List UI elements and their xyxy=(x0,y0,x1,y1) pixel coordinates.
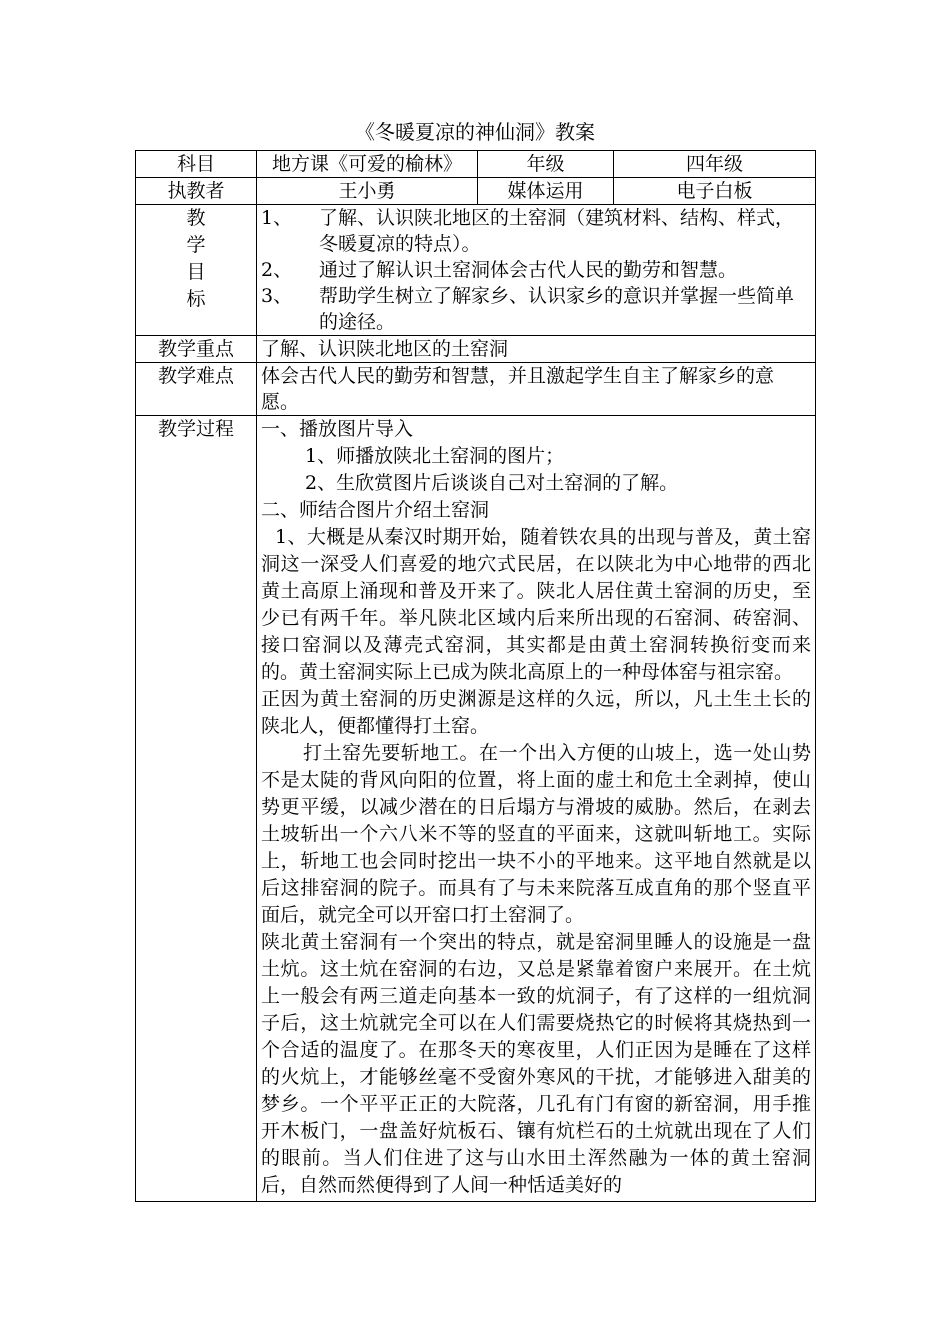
goals-label xyxy=(136,205,257,336)
process-content xyxy=(257,416,816,1202)
process-heading: 一、播放图片导入 xyxy=(261,418,414,440)
teacher-label: 执教者 xyxy=(136,178,257,205)
row-teacher xyxy=(136,178,816,205)
difficulty-label: 教学难点 xyxy=(136,363,257,416)
row-goals xyxy=(136,205,816,336)
difficulty-text: 体会古代人民的勤劳和智慧，并且激起学生自主了解家乡的意愿。 xyxy=(257,363,816,416)
goals-content xyxy=(257,205,816,336)
key-point-label: 教学重点 xyxy=(136,336,257,363)
goal-text: 了解、认识陕北地区的土窑洞（建筑材料、结构、样式，冬暖夏凉的特点）。 xyxy=(319,207,795,255)
process-step: 1、师播放陕北土窑洞的图片； xyxy=(305,445,565,467)
subject-value: 地方课《可爱的榆林》 xyxy=(257,151,478,178)
subject-label: 科目 xyxy=(136,151,257,178)
goal-number: 1、 xyxy=(261,207,293,229)
teacher-value: 王小勇 xyxy=(257,178,478,205)
goal-item xyxy=(261,257,811,283)
row-difficulty xyxy=(136,363,816,416)
process-paragraph: 陕北黄土窑洞有一个突出的特点，就是窑洞里睡人的设施是一盘土炕。这土炕在窑洞的右边，又总是紧靠着窗户来展开。在土炕上一般会有两三道走向基本一致的炕洞子，有了这样的一组炕洞子后，这土炕就完全可以在人们需要烧热它的时候将其烧热到一个合适的温度了。在那冬天的寒夜里，人们正因为是睡在了这样的火炕上，才能够丝毫不受窗外寒风的干扰，才能够进入甜美的梦乡。一个平平正正的大院落，几孔有门有窗的新窑洞，用手推开木板门，一盘盖好炕板石、镶有炕栏石的土炕就出现在了人们的眼前。当人们住进了这与山水田土浑然融为一体的黄土窑洞后，自然而然便得到了人间一种恬适美好的 xyxy=(261,931,811,1196)
goals-label-char: 教 xyxy=(186,207,206,229)
lesson-plan-table xyxy=(135,150,816,1202)
document-title: 《冬暖夏凉的神仙洞》教案 xyxy=(355,120,595,144)
process-paragraph: 1、大概是从秦汉时期开始，随着铁农具的出现与普及，黄土窑洞这一深受人们喜爱的地穴式民居，在以陕北为中心地带的西北黄土高原上涌现和普及开来了。陕北人居住黄土窑洞的历史，至少已有两千年。举凡陕北区域内后来所出现的石窑洞、砖窑洞、接口窑洞以及薄壳式窑洞，其实都是由黄土窑洞转换衍变而来的。黄土窑洞实际上已成为陕北高原上的一种母体窑与祖宗窑。 xyxy=(261,526,811,683)
process-step: 2、生欣赏图片后谈谈自己对土窑洞的了解。 xyxy=(305,472,679,494)
goal-text: 帮助学生树立了解家乡、认识家乡的意识并掌握一些简单的途径。 xyxy=(319,285,795,333)
goals-label-char: 目 xyxy=(186,261,206,283)
goal-number: 2、 xyxy=(261,259,293,281)
goal-text: 通过了解认识土窑洞体会古代人民的勤劳和智慧。 xyxy=(319,259,738,281)
row-key-point xyxy=(136,336,816,363)
goal-number: 3、 xyxy=(261,285,293,307)
goal-item xyxy=(261,283,811,335)
goals-label-char: 标 xyxy=(186,288,206,310)
grade-value: 四年级 xyxy=(614,151,816,178)
process-label: 教学过程 xyxy=(136,416,257,1202)
process-paragraph: 正因为黄土窑洞的历史渊源是这样的久远，所以，凡土生土长的陕北人，便都懂得打土窑。 xyxy=(261,688,811,737)
row-subject xyxy=(136,151,816,178)
process-paragraph: 打土窑先要斩地工。在一个出入方便的山坡上，选一处山势不是太陡的背风向阳的位置，将上面的虚土和危土全剥掉，使山势更平缓，以减少潜在的日后塌方与滑坡的威胁。然后，在剥去土坡斩出一个六八米不等的竖直的平面来，这就叫斩地工。实际上，斩地工也会同时挖出一块不小的平地来。这平地自然就是以后这排窑洞的院子。而具有了与未来院落互成直角的那个竖直平面后，就完全可以开窑口打土窑洞了。 xyxy=(261,742,811,926)
row-process xyxy=(136,416,816,1202)
grade-label: 年级 xyxy=(478,151,614,178)
process-heading: 二、师结合图片介绍土窑洞 xyxy=(261,499,490,521)
media-value: 电子白板 xyxy=(614,178,816,205)
key-point-text: 了解、认识陕北地区的土窑洞 xyxy=(257,336,816,363)
media-label: 媒体运用 xyxy=(478,178,614,205)
goals-label-char: 学 xyxy=(186,234,206,256)
goal-item xyxy=(261,205,811,257)
